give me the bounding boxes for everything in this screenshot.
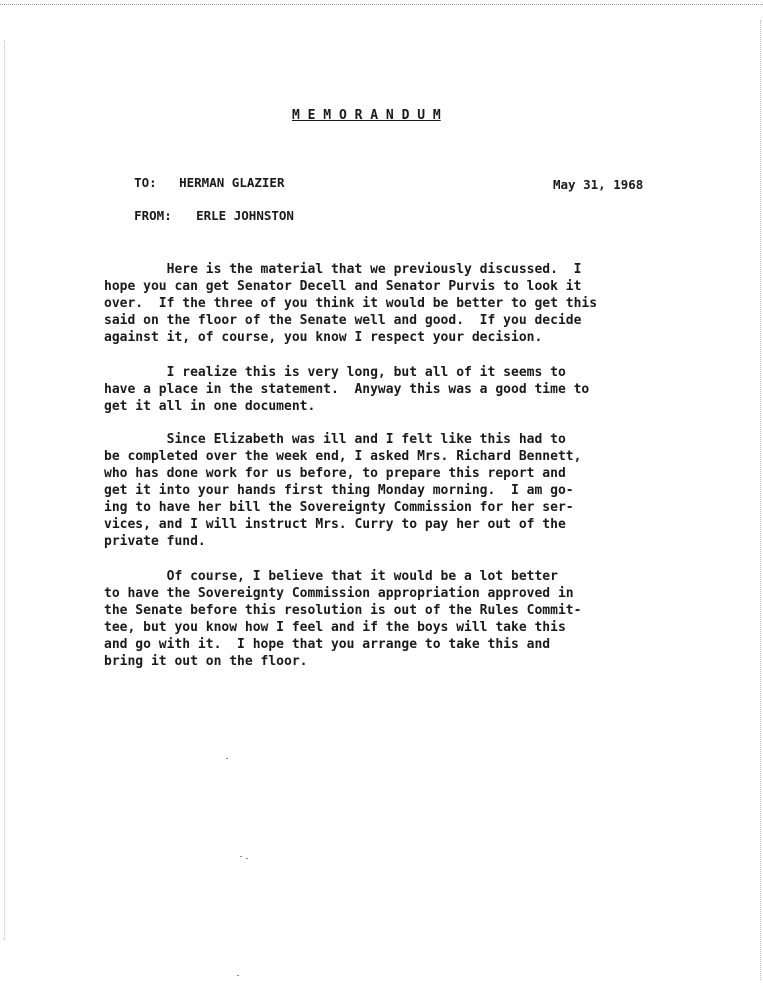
- paragraph-line: Of course, I believe that it would be a lot better: [104, 569, 558, 584]
- paragraph-line: get it all in one document.: [104, 399, 316, 414]
- from-line: [104, 193, 294, 238]
- body-paragraph-4: [104, 568, 581, 670]
- to-recipient: HERMAN GLAZIER: [179, 175, 285, 190]
- memo-date: May 31, 1968: [553, 177, 644, 192]
- scan-speck: [240, 856, 242, 857]
- from-sender: ERLE JOHNSTON: [196, 208, 294, 223]
- scan-speck: [246, 858, 248, 859]
- body-paragraph-3: [104, 431, 581, 550]
- body-paragraph-1: [104, 261, 597, 346]
- paragraph-line: tee, but you know how I feel and if the boys will take this: [104, 620, 566, 635]
- scan-speck: [226, 758, 228, 759]
- paragraph-line: ing to have her bill the Sovereignty Commission for her ser-: [104, 500, 574, 515]
- scan-right-edge: [760, 20, 761, 980]
- paragraph-line: private fund.: [104, 534, 206, 549]
- paragraph-line: have a place in the statement. Anyway this was a good time to: [104, 382, 590, 397]
- paragraph-line: hope you can get Senator Decell and Senator Purvis to look it: [104, 279, 582, 294]
- paragraph-line: Here is the material that we previously discussed. I: [104, 262, 582, 277]
- paragraph-line: get it into your hands first thing Monday morning. I am go-: [104, 483, 574, 498]
- paragraph-line: vices, and I will instruct Mrs. Curry to pay her out of the: [104, 517, 566, 532]
- body-paragraph-2: [104, 364, 589, 415]
- scan-speck: [237, 975, 239, 976]
- paragraph-line: the Senate before this resolution is out of the Rules Commit-: [104, 603, 582, 618]
- paragraph-line: against it, of course, you know I respect your decision.: [104, 330, 543, 345]
- scan-top-edge: [0, 4, 763, 5]
- scan-left-edge: [4, 40, 5, 940]
- paragraph-line: and go with it. I hope that you arrange to take this and: [104, 637, 551, 652]
- paragraph-line: said on the floor of the Senate well and good. If you decide: [104, 313, 582, 328]
- paragraph-line: I realize this is very long, but all of it seems to: [104, 365, 566, 380]
- paragraph-line: to have the Sovereignty Commission appropriation approved in: [104, 586, 574, 601]
- to-label: TO:: [134, 175, 157, 190]
- paragraph-line: be completed over the week end, I asked Mrs. Richard Bennett,: [104, 449, 582, 464]
- paragraph-line: who has done work for us before, to prepare this report and: [104, 466, 566, 481]
- from-label: FROM:: [134, 208, 172, 223]
- memo-title: M E M O R A N D U M: [292, 108, 441, 123]
- paragraph-line: Since Elizabeth was ill and I felt like this had to: [104, 432, 566, 447]
- paragraph-line: bring it out on the floor.: [104, 654, 308, 669]
- paragraph-line: over. If the three of you think it would be better to get this: [104, 296, 598, 311]
